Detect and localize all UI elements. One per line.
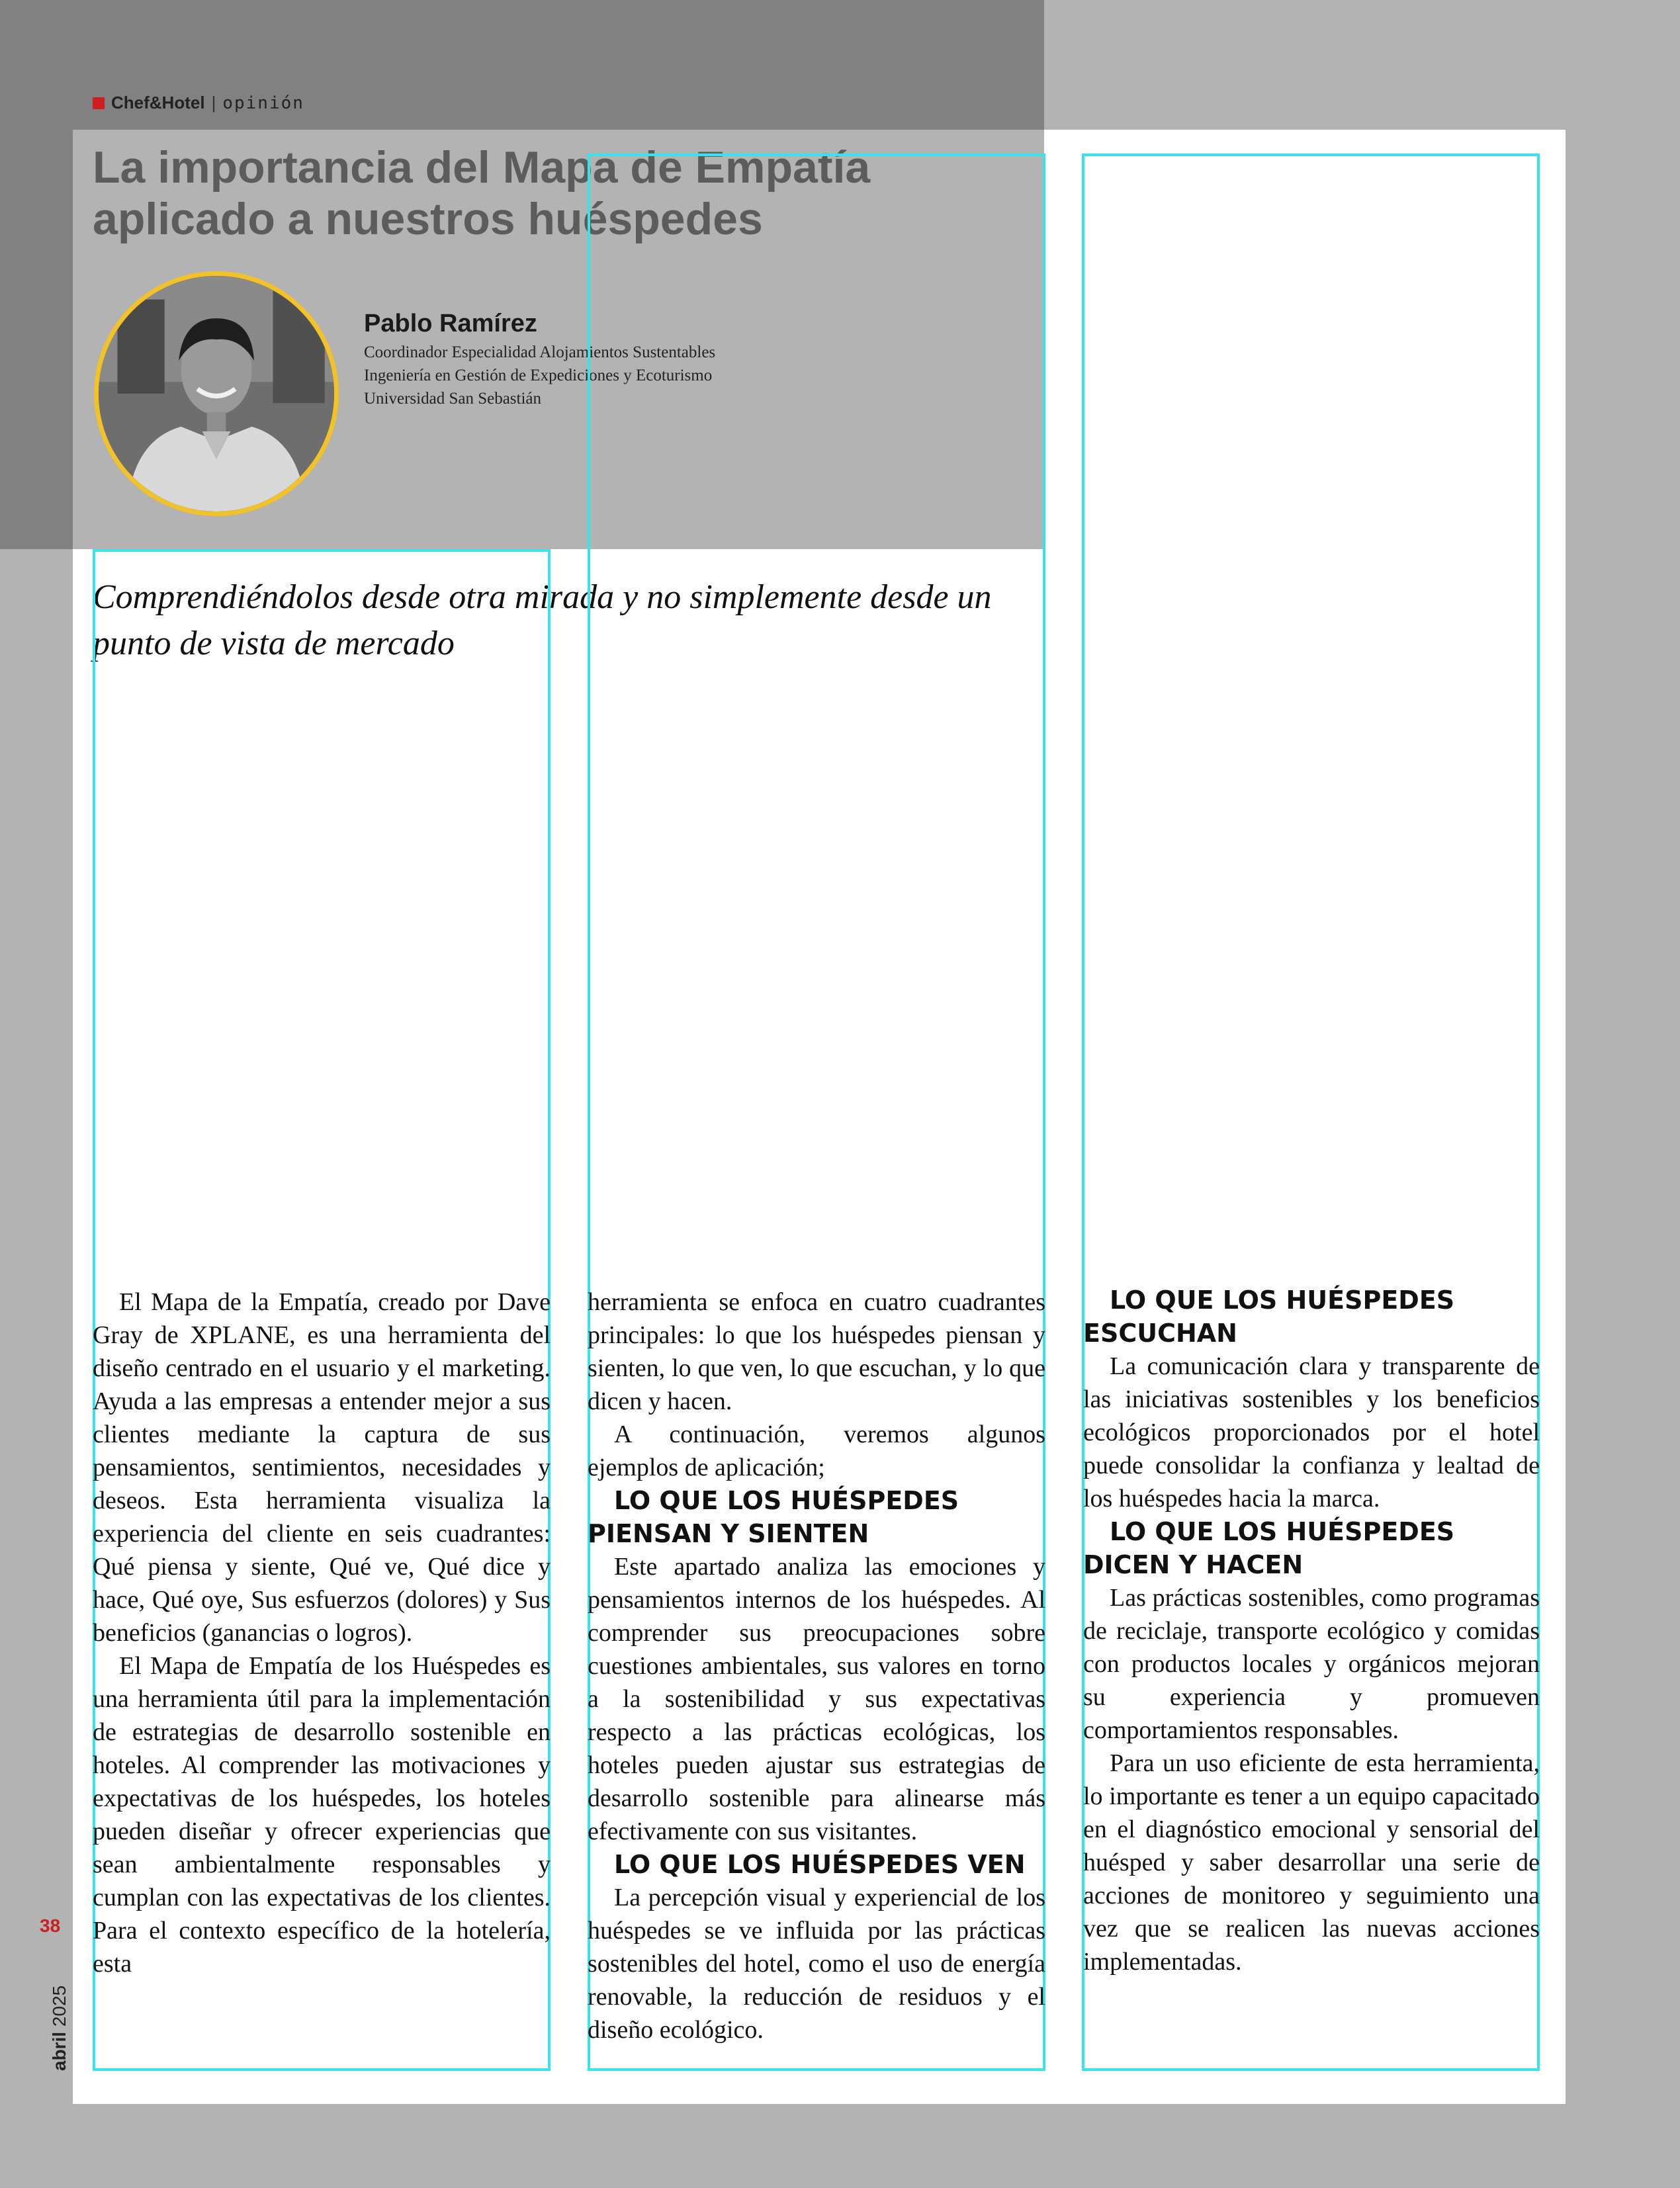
- author-role: Coordinador Especialidad Alojamientos Sustentables: [364, 343, 716, 361]
- body-column-3: [1083, 1284, 1540, 1978]
- author-university: Universidad San Sebastián: [364, 390, 542, 408]
- author-name: Pablo Ramírez: [364, 310, 537, 337]
- article-title: La importancia del Mapa de Empatía aplicado a nuestros huéspedes: [93, 142, 871, 245]
- paragraph: herramienta se enfoca en cuatro cuadrantes principales: lo que los huéspedes piensan y sienten, lo que ven, lo que escuchan, y lo que dicen y hacen.: [588, 1288, 1045, 1415]
- paragraph: El Mapa de la Empatía, creado por Dave Gray de XPLANE, es una herramienta del diseño centrado en el usuario y el marketing. Ayuda a las empresas a entender mejor a sus clientes mediante la captura de sus pensamientos, sentimientos, necesidades y deseos. Esta herramienta visualiza la experiencia del cliente en seis cuadrantes: Qué piensa y siente, Qué ve, Qué dice y hace, Qué oye, Sus esfuerzos (dolores) y Sus beneficios (ganancias o logros).: [93, 1288, 551, 1647]
- author-portrait-icon: [99, 276, 334, 511]
- body-column-2: [588, 1286, 1045, 2046]
- page-number: 38: [40, 1915, 61, 1936]
- paragraph: Para un uso eficiente de esta herramienta, lo importante es tener a un equipo capacitado en el diagnóstico emocional y sensorial del huésped y saber desarrollar una serie de acciones de monitoreo y seguimiento una vez que se realicen las nuevas acciones implementadas.: [1083, 1749, 1540, 1976]
- body-column-1: [93, 1286, 551, 1980]
- section-separator: |: [211, 93, 216, 112]
- issue-date: [49, 1986, 70, 2071]
- section-heading: LO QUE LOS HUÉSPEDES DICEN Y HACEN: [1083, 1517, 1455, 1579]
- section-name: opinión: [222, 93, 304, 113]
- section-heading: LO QUE LOS HUÉSPEDES PIENSAN Y SIENTEN: [588, 1486, 959, 1548]
- paragraph: La percepción visual y experiencial de los huéspedes se ve influida por las prácticas sostenibles del hotel, como el uso de energía renovable, la reducción de residuos y el diseño ecológico.: [588, 1884, 1045, 2044]
- section-tag: [93, 93, 304, 113]
- article-subtitle: Comprendiéndolos desde otra mirada y no simplemente desde un punto de vista de mercado: [93, 578, 992, 662]
- paragraph: Este apartado analiza las emociones y pensamientos internos de los huéspedes. Al comprender sus preocupaciones sobre cuestiones ambientales, sus valores en torno a la sostenibilidad y sus expectativas respecto a las prácticas ecológicas, los hoteles pueden ajustar sus estrategias de desarrollo sostenible para alinearse más efectivamente con sus visitantes.: [588, 1553, 1045, 1845]
- paragraph: El Mapa de Empatía de los Huéspedes es una herramienta útil para la implementación de estrategias de desarrollo sostenible en hoteles. Al comprender las motivaciones y expectativas de los huéspedes, los hoteles pueden diseñar y ofrecer experiencias que sean ambientalmente responsables y cumplan con las expectativas de los clientes. Para el contexto específico de la hotelería, esta: [93, 1652, 551, 1978]
- issue-year: 2025: [49, 1985, 69, 2027]
- paragraph: La comunicación clara y transparente de las iniciativas sostenibles y los beneficios ecológicos proporcionados por el hotel puede consolidar la confianza y lealtad de los huéspedes hacia la marca.: [1083, 1352, 1540, 1512]
- author-photo: [94, 271, 339, 516]
- paragraph: A continuación, veremos algunos ejemplos de aplicación;: [588, 1421, 1045, 1481]
- author-info: [364, 310, 715, 410]
- author-program: Ingeniería en Gestión de Expediciones y Ecoturismo: [364, 367, 713, 384]
- section-heading: LO QUE LOS HUÉSPEDES ESCUCHAN: [1083, 1286, 1455, 1348]
- issue-month: abril: [49, 2031, 69, 2071]
- section-marker-icon: [93, 97, 105, 109]
- section-heading: LO QUE LOS HUÉSPEDES VEN: [614, 1850, 1026, 1879]
- paragraph: Las prácticas sostenibles, como programas de reciclaje, transporte ecológico y comidas con productos locales y orgánicos mejoran su experiencia y promueven comportamientos responsables.: [1083, 1584, 1540, 1744]
- magazine-brand: Chef&Hotel: [111, 93, 205, 112]
